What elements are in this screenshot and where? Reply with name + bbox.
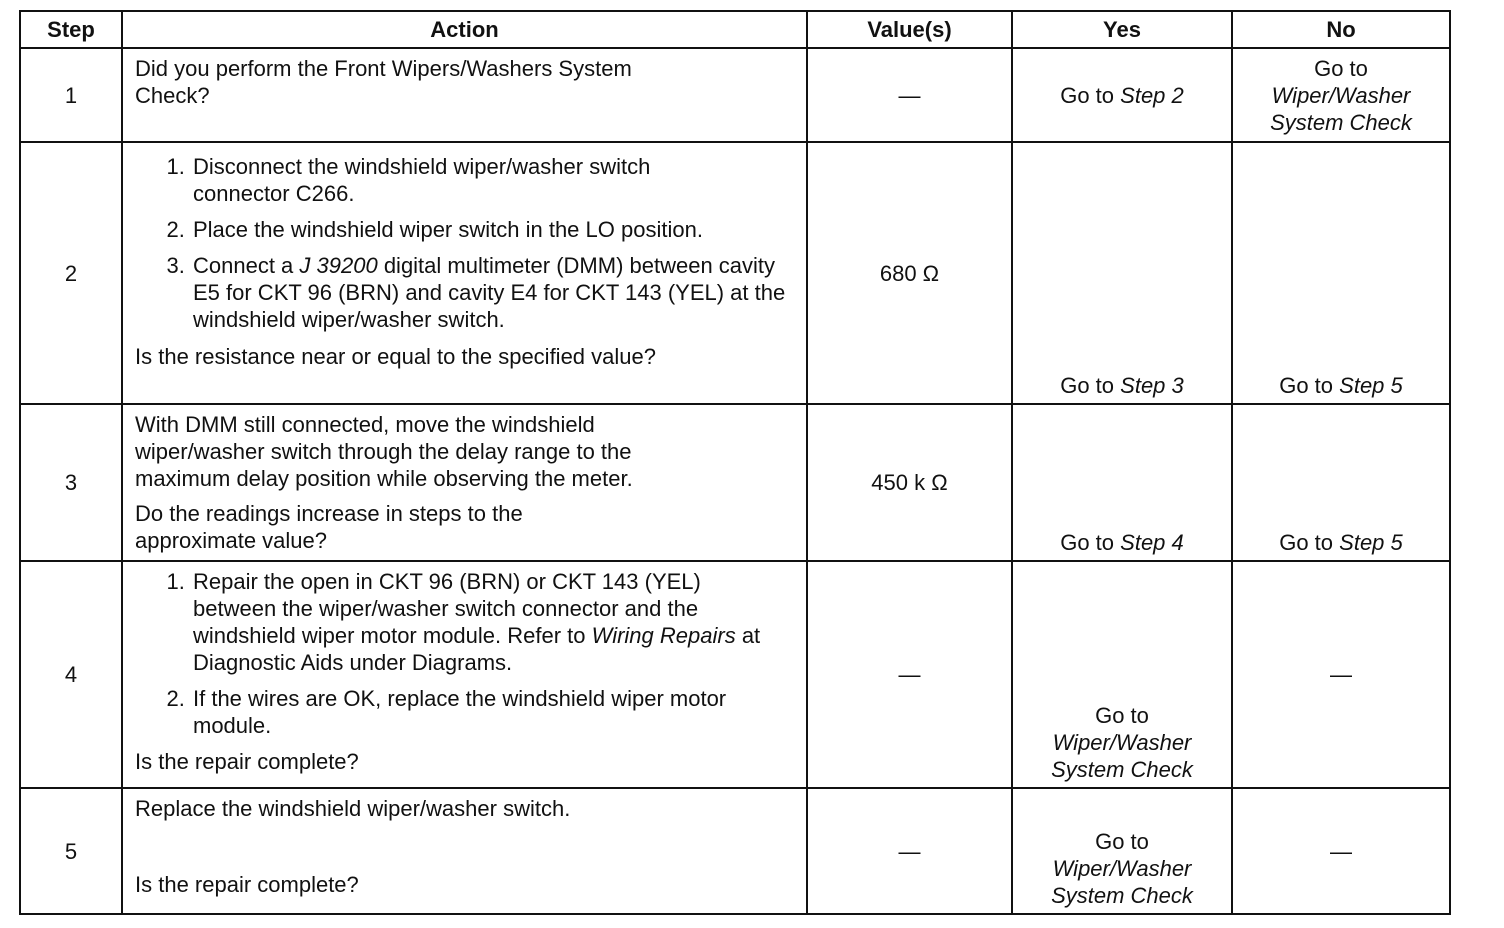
yes-link[interactable]: Wiper/Washer System Check <box>1051 730 1193 782</box>
header-step: Step <box>20 11 122 48</box>
action-step: 2. If the wires are OK, replace the windshield wiper motor module. <box>191 685 753 739</box>
yes-prefix: Go to <box>1060 530 1115 555</box>
table-row <box>20 142 1450 404</box>
header-values: Value(s) <box>807 11 1012 48</box>
no-link[interactable]: Step 5 <box>1339 530 1403 555</box>
table-row <box>20 404 1450 561</box>
action-step: 2. Place the windshield wiper switch in the LO position. <box>191 216 796 243</box>
action-steps <box>135 153 796 333</box>
action-cell <box>122 561 807 788</box>
action-question: Do the readings increase in steps to the approximate value? <box>135 501 523 553</box>
value-cell: — <box>807 561 1012 788</box>
diagnostic-table <box>19 10 1451 915</box>
value-cell: — <box>807 788 1012 914</box>
yes-prefix: Go to <box>1095 703 1149 728</box>
yes-cell <box>1012 404 1232 561</box>
action-text: With DMM still connected, move the windshield wiper/washer switch through the delay range to the maximum delay position while observing the meter. <box>135 412 633 491</box>
step-number: 5 <box>20 788 122 914</box>
no-cell: — <box>1232 561 1450 788</box>
table-row <box>20 48 1450 142</box>
yes-link[interactable]: Wiper/Washer System Check <box>1051 856 1193 908</box>
yes-cell <box>1012 48 1232 142</box>
action-cell <box>122 142 807 404</box>
value-cell: 450 k Ω <box>807 404 1012 561</box>
action-step: 1. Repair the open in CKT 96 (BRN) or CKT 143 (YEL) between the wiper/washer switch connector and the windshield wiper motor module. Refer to Wiring Repairs at Diagnostic Aids under Diagrams. <box>191 568 783 676</box>
value-cell: 680 Ω <box>807 142 1012 404</box>
header-row <box>20 11 1450 48</box>
action-step: 1. Disconnect the windshield wiper/washer switch connector C266. <box>191 153 733 207</box>
action-text: Did you perform the Front Wipers/Washers System Check? <box>135 56 632 108</box>
header-no: No <box>1232 11 1450 48</box>
no-prefix: Go to <box>1279 373 1334 398</box>
action-question: Is the repair complete? <box>135 872 359 897</box>
no-cell <box>1232 48 1450 142</box>
yes-cell <box>1012 142 1232 404</box>
no-cell: — <box>1232 788 1450 914</box>
no-cell <box>1232 142 1450 404</box>
no-prefix: Go to <box>1279 530 1334 555</box>
step-number: 1 <box>20 48 122 142</box>
no-link[interactable]: Step 5 <box>1339 373 1403 398</box>
yes-prefix: Go to <box>1060 82 1115 108</box>
table-row <box>20 561 1450 788</box>
yes-cell <box>1012 561 1232 788</box>
table-row <box>20 788 1450 914</box>
doc-ref[interactable]: Wiring Repairs <box>591 623 736 648</box>
action-text: Replace the windshield wiper/washer switch. <box>135 796 571 821</box>
yes-prefix: Go to <box>1095 829 1149 854</box>
action-cell <box>122 48 807 142</box>
step-number: 2 <box>20 142 122 404</box>
header-action: Action <box>122 11 807 48</box>
action-cell <box>122 404 807 561</box>
yes-prefix: Go to <box>1060 373 1115 398</box>
yes-link[interactable]: Step 3 <box>1120 373 1184 398</box>
yes-link[interactable]: Step 4 <box>1120 530 1184 555</box>
action-question: Is the repair complete? <box>135 749 359 774</box>
header-yes: Yes <box>1012 11 1232 48</box>
tool-ref: J 39200 <box>299 253 378 278</box>
yes-link[interactable]: Step 2 <box>1120 82 1184 108</box>
no-prefix: Go to <box>1314 55 1368 81</box>
action-question: Is the resistance near or equal to the specified value? <box>135 344 656 369</box>
value-cell: — <box>807 48 1012 142</box>
action-step: 3. Connect a J 39200 digital multimeter (DMM) between cavity E5 for CKT 96 (BRN) and cavity E4 for CKT 143 (YEL) at the windshield wiper/washer switch. <box>191 252 796 333</box>
no-cell <box>1232 404 1450 561</box>
step-number: 4 <box>20 561 122 788</box>
no-link[interactable]: Wiper/Washer System Check <box>1270 82 1412 135</box>
yes-cell <box>1012 788 1232 914</box>
action-steps <box>135 568 796 739</box>
step-number: 3 <box>20 404 122 561</box>
action-cell <box>122 788 807 914</box>
